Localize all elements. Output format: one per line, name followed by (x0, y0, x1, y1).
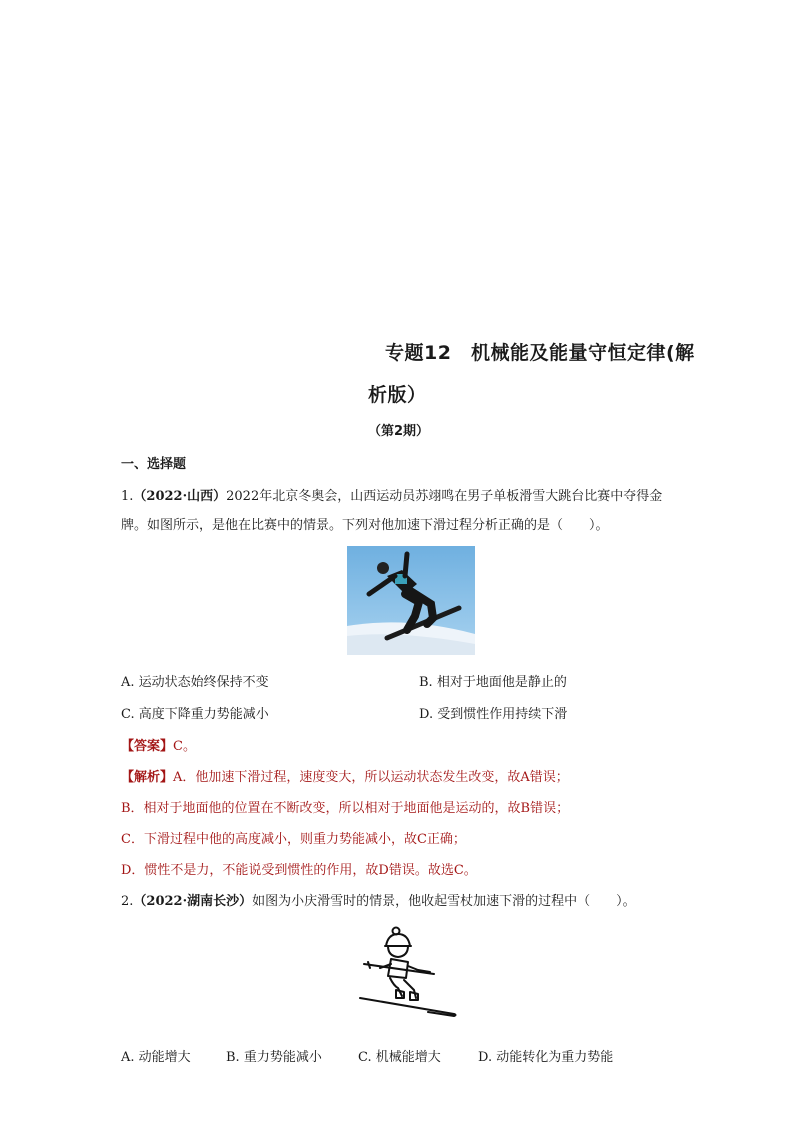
option-d: D. 动能转化为重力势能 (478, 1050, 614, 1065)
option-c: C. 机械能增大 (358, 1050, 441, 1065)
question-number: 1. (121, 489, 134, 504)
analysis-line-3: C．下滑过程中他的高度减小，则重力势能减小，故C正确； (121, 832, 466, 847)
page-title: 专题12 机械能及能量守恒定律(解 (385, 342, 695, 364)
option-a: A. 运动状态始终保持不变 (121, 675, 269, 690)
section-heading: 一、选择题 (121, 457, 187, 472)
page-title-continued: 析版） (368, 384, 427, 406)
skier-drawing (358, 926, 458, 1020)
answer-line (121, 735, 196, 754)
answer-label: 【答案】 (121, 739, 174, 754)
question-text: 2022年北京冬奥会，山西运动员苏翊鸣在男子单板滑雪大跳台比赛中夺得金 (226, 489, 663, 504)
option-b: B. 相对于地面他是静止的 (419, 675, 567, 690)
question-number: 2. (121, 894, 134, 909)
option-a: A. 动能增大 (121, 1050, 191, 1065)
question-1-stem-line2: 牌。如图所示，是他在比赛中的情景。下列对他加速下滑过程分析正确的是（ ）。 (121, 518, 609, 533)
analysis-label: 【解析】 (121, 770, 174, 785)
option-d: D. 受到惯性作用持续下滑 (419, 707, 568, 722)
snowboarder-photo (347, 546, 475, 655)
question-source: （2022·山西） (133, 489, 227, 504)
question-text: 如图为小庆滑雪时的情景，他收起雪杖加速下滑的过程中（ ）。 (252, 894, 636, 909)
question-1-stem-line1 (121, 485, 662, 504)
analysis-line-4: D．惯性不是力，不能说受到惯性的作用，故D错误。故选C。 (121, 863, 477, 878)
issue-label: （第2期） (368, 424, 430, 439)
question-2-stem (121, 890, 636, 909)
question-source: （2022·湖南长沙） (133, 894, 253, 909)
analysis-text: A．他加速下滑过程，速度变大，所以运动状态发生改变，故A错误； (173, 770, 569, 785)
answer-value: C。 (173, 739, 196, 754)
analysis-line-2: B．相对于地面他的位置在不断改变，所以相对于地面他是运动的，故B错误； (121, 801, 570, 816)
option-c: C. 高度下降重力势能减小 (121, 707, 269, 722)
analysis-line-1 (121, 766, 569, 785)
option-b: B. 重力势能减小 (226, 1050, 322, 1065)
